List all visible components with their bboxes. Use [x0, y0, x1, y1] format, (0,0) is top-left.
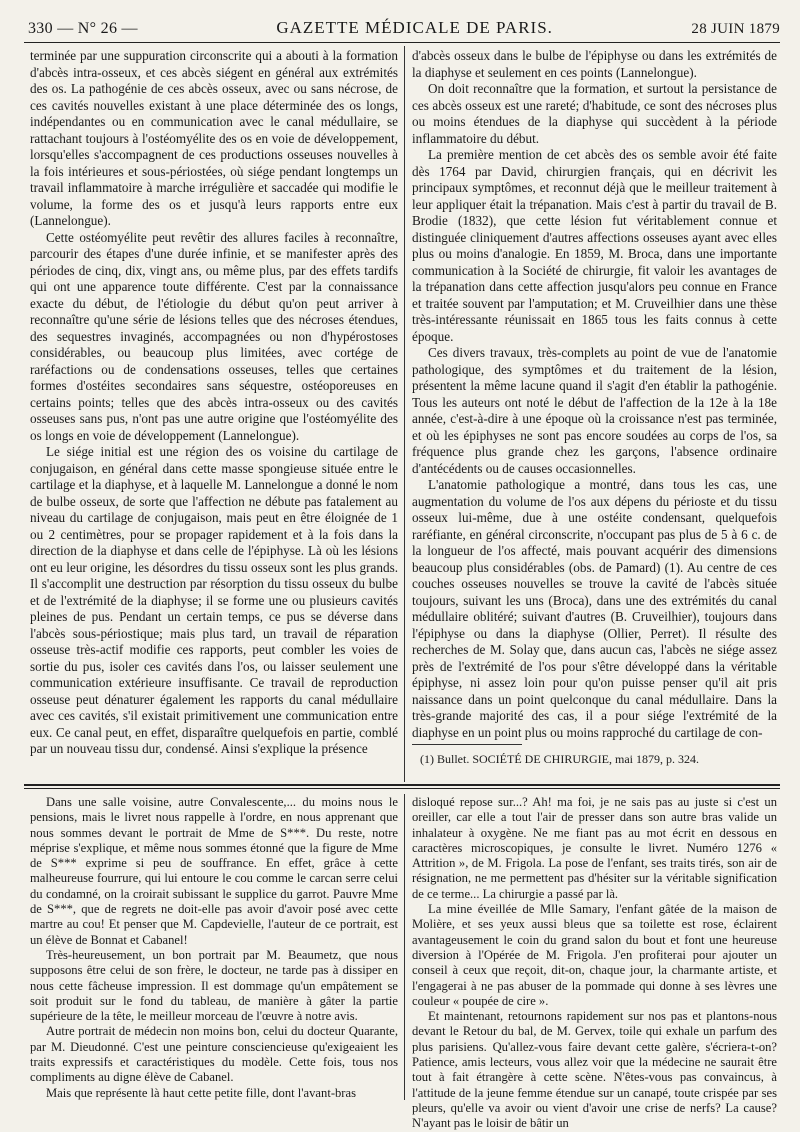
paragraph: Et maintenant, retournons rapidement sur nos pas et plantons-nous devant le Retour du bal, de M. Gervex, toile qui exhale un parfum des plus parisiens. Qu'allez-vous faire devant cette galère, s'écriera-t-on? Patience, amis lecteurs, vous allez voir que la médecine ne saurait être tout à fait étrangère à cette scène. N'êtes-vous pas convaincus, à l'attitude de la jeune femme étendue sur un canapé, toute crispée par ses pleurs, qu'elle va avoir ou vient d'avoir une crise de nerfs? La cause? N'ayant pas le loisir de bâtir un [412, 1009, 777, 1131]
feuilleton-column-left [30, 795, 398, 1100]
paragraph: Ces divers travaux, très-complets au point de vue de l'anatomie pathologique, des symptômes et du traitement de la lésion, présentent la même lacune quand il s'agit d'en établir la pathogénie. Tous les auteurs ont noté le début de l'affection de la 12e à la 18e année, c'est-à-dire à une époque où la croissance n'est pas terminée, et où les épiphyses ne sont pas encore soudées au corps de l'os, sa fréquence plus grande chez les garçons, l'absence ordinaire d'antécédents ou de causes occasionnelles. [412, 345, 777, 476]
section-rule [24, 784, 780, 786]
paragraph: La mine éveillée de Mlle Samary, l'enfant gâtée de la maison de Molière, et ses yeux aussi bleus que sa toilette est rose, éclairent avantageusement le coin du grand salon du bout et font une heureuse diversion à l'Opérée de M. Frigola. J'en profiterai pour ajouter un conseil à ceux que reçoit, dit-on, chaque jour, la charmante artiste, et l'engagerai à ne pas abuser de la pommade qui donne à ses lèvres une couleur « poupée de cire ». [412, 902, 777, 1008]
paragraph: La première mention de cet abcès des os semble avoir été faite dès 1764 par David, chirurgien français, qui en décrivit les principaux symptômes, et reconnut déjà que le meilleur traitement à leur appliquer était la trépanation. Mais c'est à partir du travail de B. Brodie (1832), que cette lésion fut véritablement connue et distinguée cliniquement d'autres affections osseuses ayant avec elles plus ou moins d'analogie. En 1859, M. Broca, dans une importante communication à la Société de chirurgie, fit valoir les avantages de la trépanation dans cette affection jusqu'alors peu connue en France et traitée souvent par l'amputation; et M. Cruveilhier dans une thèse très-intéressante réunissait en 1865 tous les faits connus à cette époque. [412, 147, 777, 344]
paragraph: Cette ostéomyélite peut revêtir des allures faciles à reconnaître, parcourir des étapes d'une durée infinie, et se manifester après des périodes de cinq, dix, vingt ans, ou même plus, par des effets tardifs qui ont une apparence toute différente. C'est par la connaissance exacte du début, de l'étiologie du début qu'on peut arriver à reconnaître qu'une série de lésions telles que des nécroses étendues, des sequestres invaginés, accompagnées ou non d'hypérostoses considérables, ou beaucoup plus limitées, avec cortége de raréfactions ou de condensations osseuses, telles que certaines formes d'ostéites secondaires sans séquestre, ostéoporeuses en certains points; telles que des abcès intra-osseux ou des cavités osseuses sans pus, n'ont pas une autre origine que l'ostéomyélite des os longs en voie de développement (Lannelongue). [30, 229, 398, 443]
paragraph: On doit reconnaître que la formation, et surtout la persistance de ces abcès osseux est une rareté; d'habitude, ce sont des nécroses plus ou moins étendues de la diaphyse qui succèdent à la période inflammatoire du début. [412, 81, 777, 146]
page-number: 330 — N° 26 — [28, 20, 138, 37]
column-divider [404, 46, 405, 782]
paragraph: L'anatomie pathologique a montré, dans tous les cas, une augmentation du volume de l'os aux dépens du périoste et du tissu osseux lui-même, due à une ostéite condensant, quelquefois raréfiante, en général circonscrite, n'occupant pas plus de 5 à 6 c. de la longueur de l'os affecté, mais pouvant acquérir des dimensions beaucoup plus considérables (obs. de Pamard) (1). Au centre de ces couches osseuses nouvelles se trouve la cavité de l'abcès située toujours, suivant les uns (Broca), dans une des extrémités du canal médullaire oblitéré; suivant d'autres (B. Cruveilhier), toujours dans l'épiphyse ou dans la diaphyse (Ollier, Perret). Il résulte des recherches de M. Solay que, dans aucun cas, l'abcès ne siége assez près de l'extrémité de l'os pour s'être développé dans la véritable épiphyse, ni assez loin pour qu'on puisse penser qu'il ait pris naissance dans un point quelconque du canal médullaire. Dans la très-grande majorité des cas, il a pour siége l'extrémité de la diaphyse en un point plus ou moins rapproché du cartilage de con- [412, 477, 777, 740]
article-column-right [412, 48, 777, 738]
page-header [28, 12, 780, 38]
paragraph: Autre portrait de médecin non moins bon, celui du docteur Quarante, par M. Dieudonné. C'est une peinture consciencieuse qu'exigeaient les traits expressifs et caractéristiques du modèle. Cette fois, tous nos compliments au digne élève de Cabanel. [30, 1024, 398, 1085]
paragraph: terminée par une suppuration circonscrite qui a abouti à la formation d'abcès intra-osseux, et ces abcès siégent en général aux extrémités des os. La pathogénie de ces abcès osseux, avec ou sans nécrose, de ces cavités nouvelles existant à une place déterminée des os longs, indépendantes ou en communication avec le canal médullaire, se rattachant toujours à l'ostéomyélite des os en voie de développement, lorsqu'elles s'accompagnent de ces productions osseuses nouvelles à la fois intérieures et sous-périostées, où siége pendant longtemps un travail inflammatoire à marche irrégulière et saccadée qui modifie le volume, la forme des os et jusqu'à leurs rapports entre eux (Lannelongue). [30, 48, 398, 228]
paragraph: Mais que représente là haut cette petite fille, dont l'avant-bras [46, 1085, 356, 1100]
feuilleton-column-right [412, 795, 777, 1131]
paragraph: Le siége initial est une région des os voisine du cartilage de conjugaison, en général dans cette masse spongieuse située entre le cartilage et la diaphyse, et à laquelle M. Lannelongue a donné le nom de bulbe osseux, de sorte que l'affection ne débute pas fatalement au niveau du cartilage de conjugaison, mais peut en être éloignée de 1 ou 2 centimètres, pour se propager rapidement et à la fois dans la direction de la diaphyse et dans celle de l'épiphyse. Là où les lésions ont eu leur origine, les désordres du tissu osseux sont les plus grands. Il s'accomplit une destruction par résorption du tissu osseux du bulbe et de l'extrémité de la diaphyse; il se forme une ou plusieurs cavités pleines de pus. Pendant un certain temps, ce pus se déverse dans l'abcès sous-périostique; mais plus tard, un travail de réparation osseuse très-actif modifie ces rapports, peut combler les voies de sortie du pus, isoler ces cavités dans l'os, ou laisser seulement une communication extérieure insuffisante. Ce travail de reproduction osseuse peut dénaturer également les rapports du canal médullaire avec ces cavités, s'il existait primitivement une communication entre eux. Ce canal peut, en effet, disparaître quelquefois en partie, comblé par un nouveau tissu dur, condensé. Ainsi s'explique la présence [30, 444, 398, 756]
footnote: (1) Bullet. SOCIÉTÉ DE CHIRURGIE, mai 1879, p. 324. [420, 752, 699, 766]
footnote-rule [412, 744, 522, 745]
paragraph: Dans une salle voisine, autre Convalescente,... du moins nous le pensions, mais le livret nous rappelle à l'ordre, en nous apprenant que nous sommes devant le portrait de Mme de S***. Du reste, notre méprise s'explique, et même nous sommes étonné que la figure de Mme de S*** exprime si peu de souffrance. En effet, grâce à cette malheureuse fourrure, qui lui entoure le cou comme le carcan serre celui du condamné, on la croirait subissant le supplice du garrot. Pauvre Mme de S***, que de regrets ne doit-elle pas avoir d'avoir posé avec cette martre au cou! Et penser que M. Capdevielle, l'auteur de ce portrait, est un élève de Bonnat et Cabanel! [30, 795, 398, 947]
column-divider-bottom [404, 794, 405, 1100]
paragraph: disloqué repose sur...? Ah! ma foi, je ne sais pas au juste si c'est un oreiller, car elle a tout l'air de presser dans son autre bras valide un inhalateur à oxygène. Ne me fiant pas au mot écrit en dessous en caractères microscopiques, je consulte le livret. Numéro 1276 « Attrition », de M. Frigola. La pose de l'enfant, ses traits tirés, son air de résignation, ne me permettent pas d'hésiter sur la véritable signification de ce terme... La chirurgie a passé par là. [412, 795, 777, 901]
journal-title: GAZETTE MÉDICALE DE PARIS. [276, 18, 553, 37]
issue-date: 28 JUIN 1879 [691, 21, 780, 37]
paragraph: Très-heureusement, un bon portrait par M. Beaumetz, que nous supposons être celui de son frère, le docteur, ne tarde pas à dissiper en nous cette fâcheuse impression. Il est dommage qu'un empâtement se soit produit sur le fond du tableau, de manière à gâter la partie supérieure de la tête, le meilleur morceau de l'œuvre à notre avis. [30, 947, 398, 1024]
header-rule [24, 42, 780, 43]
paragraph: d'abcès osseux dans le bulbe de l'épiphyse ou dans les extrémités de la diaphyse et seulement en ces points (Lannelongue). [412, 48, 777, 80]
article-column-left [30, 48, 398, 782]
section-rule-thin [24, 788, 780, 789]
